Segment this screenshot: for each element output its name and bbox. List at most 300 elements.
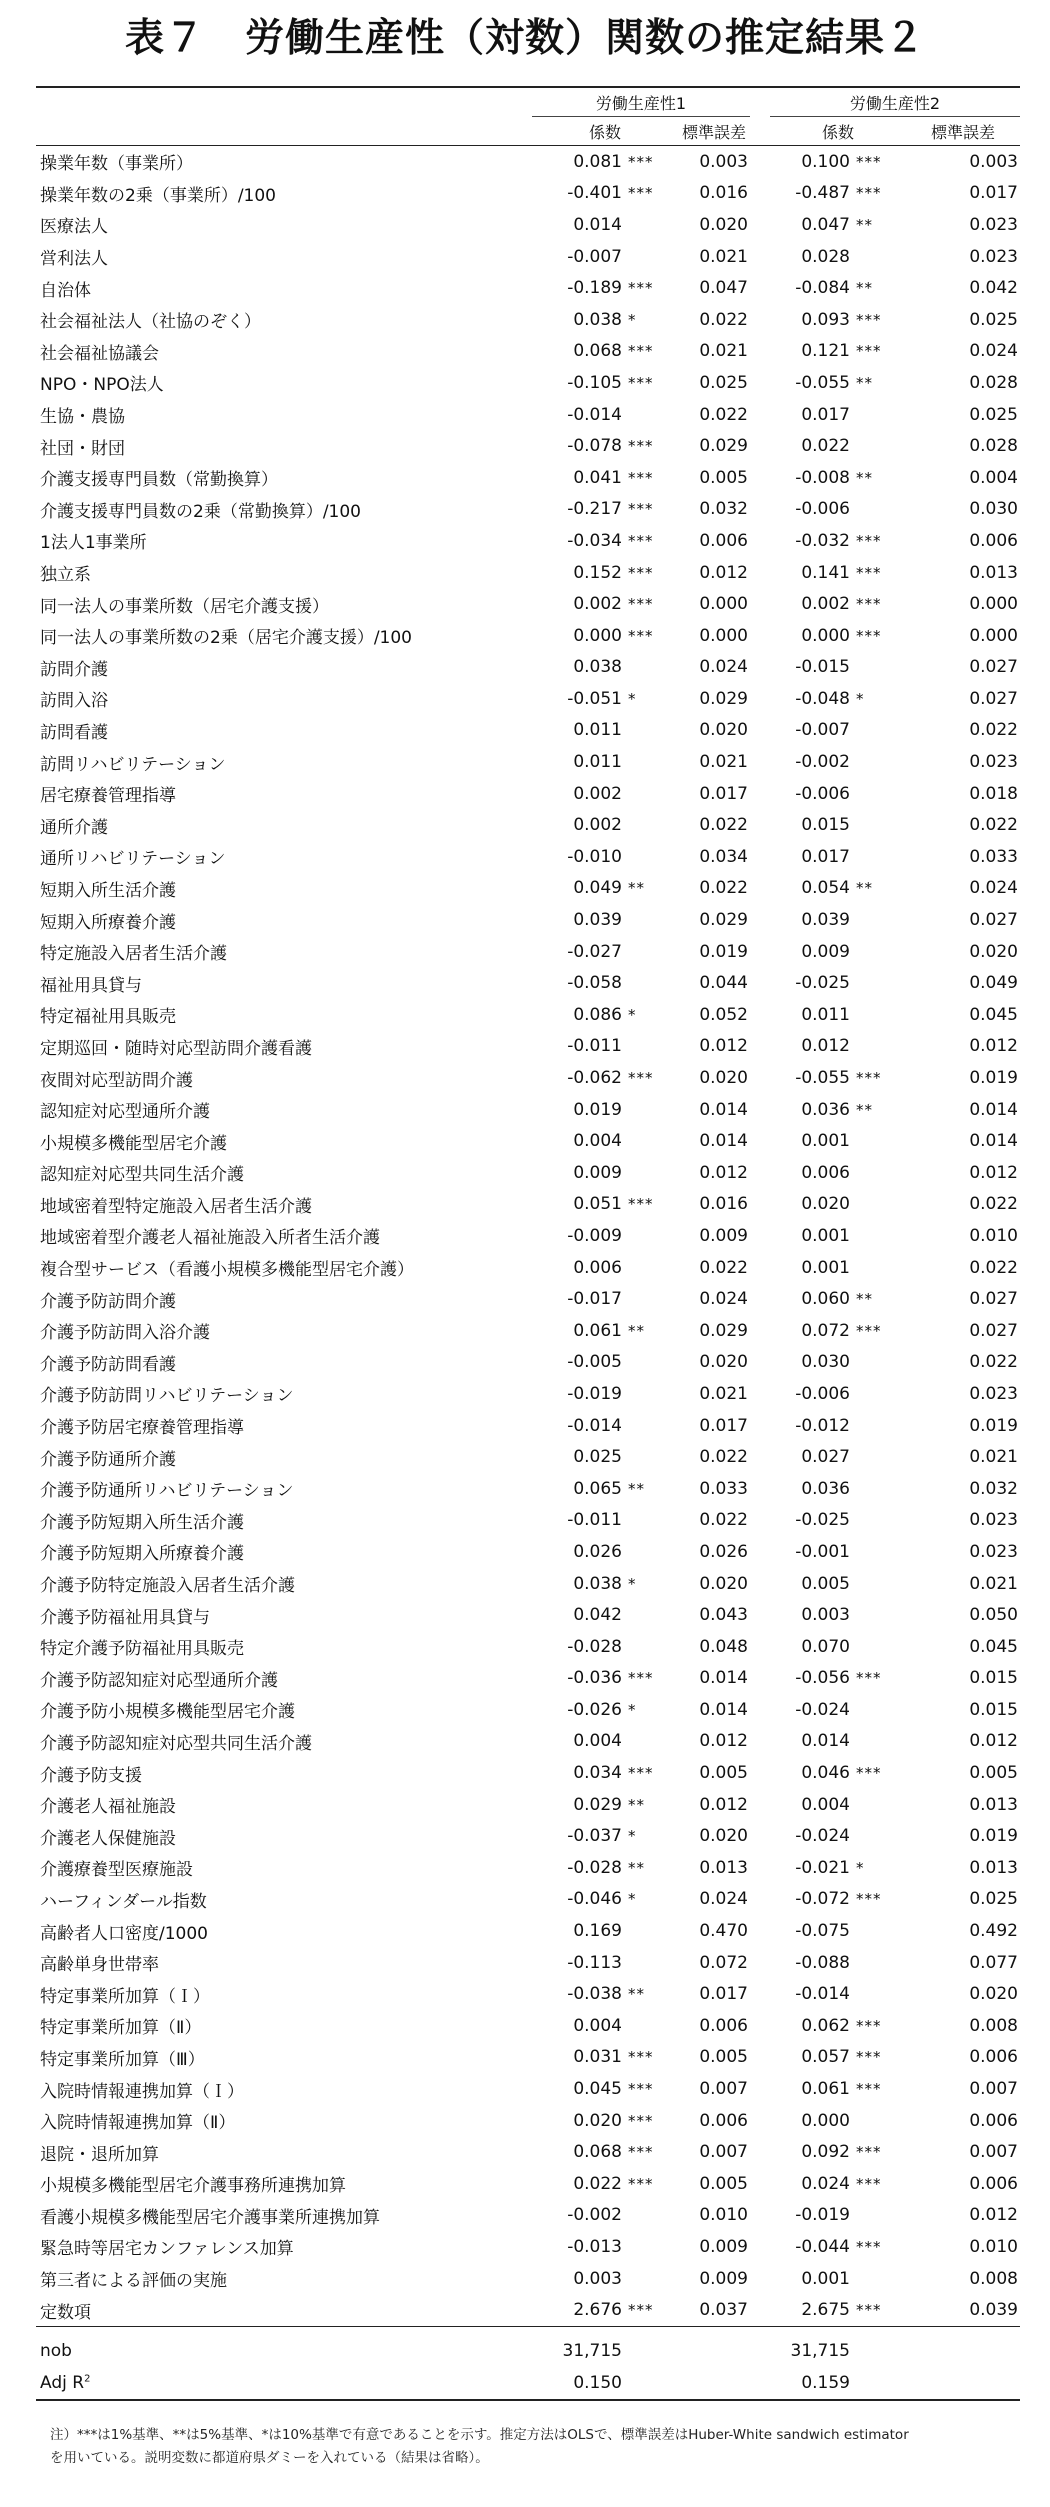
- coef-1: -0.036: [567, 1668, 622, 1689]
- variable-name: 生協・農協: [40, 407, 125, 428]
- table-row: [36, 1062, 1020, 1094]
- signif-2: [850, 715, 906, 747]
- se-2: 0.012: [969, 1731, 1018, 1752]
- signif-2: *: [856, 1858, 865, 1877]
- se-1: 0.029: [699, 1320, 748, 1341]
- signif-2: ***: [856, 1890, 882, 1909]
- coef-2: -0.014: [795, 1984, 850, 2005]
- coef-2: 0.014: [801, 1731, 850, 1752]
- table-row: [36, 1599, 1020, 1631]
- regression-table: [36, 86, 1020, 2401]
- coef-2: 0.004: [801, 1794, 850, 1815]
- se-2: 0.014: [969, 1099, 1018, 1120]
- signif-1: [622, 1631, 678, 1663]
- variable-name: 短期入所生活介護: [40, 880, 176, 901]
- table-row: [36, 967, 1020, 999]
- coef-2: 0.061: [801, 2079, 850, 2100]
- table-row: [36, 1252, 1020, 1284]
- se-2: 0.023: [969, 246, 1018, 267]
- coef-2: -0.008: [795, 467, 850, 488]
- se-1: 0.012: [699, 1731, 748, 1752]
- se-2: 0.010: [969, 2236, 1018, 2257]
- coef-2: -0.088: [795, 1952, 850, 1973]
- variable-name: 介護予防短期入所療養介護: [40, 1544, 244, 1565]
- coef-header-2: 係数: [770, 117, 906, 146]
- table-row: [36, 178, 1020, 210]
- coef-2: 0.017: [801, 404, 850, 425]
- se-1: 0.005: [699, 1763, 748, 1784]
- table-row: [36, 1631, 1020, 1663]
- signif-2: [850, 1631, 906, 1663]
- coef-2: 0.062: [801, 2015, 850, 2036]
- se-1: 0.006: [699, 2015, 748, 2036]
- coef-1: 0.002: [573, 594, 622, 615]
- variable-name: 小規模多機能型居宅介護: [40, 1133, 227, 1154]
- signif-2: [850, 1726, 906, 1758]
- se-1: 0.021: [699, 1383, 748, 1404]
- se-2: 0.019: [969, 1826, 1018, 1847]
- table-row: [36, 2231, 1020, 2263]
- coef-1: -0.027: [567, 941, 622, 962]
- table-row: [36, 2010, 1020, 2042]
- signif-1: ***: [628, 500, 654, 519]
- coef-1: 0.065: [573, 1478, 622, 1499]
- signif-2: [850, 1441, 906, 1473]
- table-body: [36, 146, 1020, 2400]
- table-row: [36, 1884, 1020, 1916]
- se-2: 0.019: [969, 1415, 1018, 1436]
- table-row: [36, 873, 1020, 905]
- signif-1: ***: [628, 2048, 654, 2067]
- variable-name: 高齢者人口密度/1000: [40, 1923, 208, 1944]
- signif-2: [850, 1978, 906, 2010]
- se-1: 0.020: [699, 1573, 748, 1594]
- signif-2: ***: [856, 1669, 882, 1688]
- signif-2: **: [856, 1100, 873, 1119]
- signif-1: **: [628, 1985, 645, 2004]
- se-1: 0.043: [699, 1605, 748, 1626]
- se-2: 0.000: [969, 594, 1018, 615]
- se-2: 0.021: [969, 1447, 1018, 1468]
- table-row: [36, 209, 1020, 241]
- se-2: 0.013: [969, 562, 1018, 583]
- coef-2: -0.072: [795, 1889, 850, 1910]
- signif-2: **: [856, 373, 873, 392]
- coef-2: -0.007: [795, 720, 850, 741]
- signif-1: ***: [628, 2143, 654, 2162]
- signif-1: ***: [628, 531, 654, 550]
- coef-2: 2.675: [801, 2300, 850, 2321]
- regression-table-container: [36, 86, 1020, 2401]
- signif-2: [850, 1157, 906, 1189]
- coef-2: -0.075: [795, 1921, 850, 1942]
- se-2: 0.049: [969, 973, 1018, 994]
- coef-2: -0.006: [795, 499, 850, 520]
- coef-1: -0.009: [567, 1225, 622, 1246]
- signif-2: ***: [856, 595, 882, 614]
- signif-2: [850, 2105, 906, 2137]
- coef-1: -0.038: [567, 1984, 622, 2005]
- table-row: [36, 2073, 1020, 2105]
- table-row: [36, 241, 1020, 273]
- coef-1: -0.051: [567, 688, 622, 709]
- signif-1: [622, 1599, 678, 1631]
- signif-2: ***: [856, 1321, 882, 1340]
- variable-name: ハーフィンダール指数: [40, 1891, 207, 1912]
- se-2: 0.004: [969, 467, 1018, 488]
- signif-1: *: [628, 1890, 637, 1909]
- signif-1: [622, 1283, 678, 1315]
- adjr2-value-2: 0.159: [770, 2367, 850, 2400]
- coef-1: -0.028: [567, 1857, 622, 1878]
- se-2: 0.012: [969, 1162, 1018, 1183]
- se-1: 0.020: [699, 1826, 748, 1847]
- se-2: 0.025: [969, 1889, 1018, 1910]
- variable-name: 自治体: [40, 280, 91, 301]
- coef-2: 0.070: [801, 1636, 850, 1657]
- variable-name: 通所介護: [40, 817, 108, 838]
- signif-2: [850, 1947, 906, 1979]
- se-2: 0.012: [969, 1036, 1018, 1057]
- coef-2: 0.093: [801, 309, 850, 330]
- coef-1: 0.049: [573, 878, 622, 899]
- se-1: 0.007: [699, 2142, 748, 2163]
- table-row: [36, 430, 1020, 462]
- coef-2: 0.017: [801, 846, 850, 867]
- se-2: 0.027: [969, 657, 1018, 678]
- signif-1: ***: [628, 2301, 654, 2320]
- signif-1: [622, 1505, 678, 1537]
- signif-1: *: [628, 1005, 637, 1024]
- coef-2: -0.025: [795, 973, 850, 994]
- nob-value-2: 31,715: [770, 2326, 850, 2367]
- coef-2: 0.002: [801, 594, 850, 615]
- table-row: [36, 1505, 1020, 1537]
- coef-1: 0.029: [573, 1794, 622, 1815]
- table-row: [36, 1347, 1020, 1379]
- variable-name: 介護支援専門員数の2乗（常勤換算）/100: [40, 501, 361, 522]
- nob-value-1: 31,715: [532, 2326, 622, 2367]
- variable-name: 看護小規模多機能型居宅介護事業所連携加算: [40, 2207, 380, 2228]
- coef-1: 0.042: [573, 1605, 622, 1626]
- table-row: [36, 2294, 1020, 2326]
- variable-name: 福祉用具貸与: [40, 975, 142, 996]
- signif-2: ***: [856, 531, 882, 550]
- coef-2: 0.121: [801, 341, 850, 362]
- se-2: 0.013: [969, 1794, 1018, 1815]
- variable-name: 通所リハビリテーション: [40, 849, 226, 870]
- signif-2: ***: [856, 2237, 882, 2256]
- table-row: [36, 1757, 1020, 1789]
- se-1: 0.012: [699, 1794, 748, 1815]
- signif-1: [622, 841, 678, 873]
- table-row: [36, 1915, 1020, 1947]
- signif-2: [850, 1536, 906, 1568]
- se-1: 0.012: [699, 1036, 748, 1057]
- coef-1: -0.062: [567, 1068, 622, 1089]
- coef-1: -0.105: [567, 372, 622, 393]
- table-row: [36, 1315, 1020, 1347]
- coef-2: -0.048: [795, 688, 850, 709]
- se-1: 0.022: [699, 309, 748, 330]
- coef-2: -0.044: [795, 2236, 850, 2257]
- signif-2: [850, 1568, 906, 1600]
- coef-2: 0.072: [801, 1320, 850, 1341]
- signif-1: ***: [628, 2174, 654, 2193]
- se-2: 0.027: [969, 688, 1018, 709]
- signif-2: ***: [856, 2048, 882, 2067]
- se-2: 0.027: [969, 910, 1018, 931]
- se-1: 0.003: [699, 151, 748, 172]
- se-1: 0.014: [699, 1699, 748, 1720]
- coef-2: -0.006: [795, 783, 850, 804]
- coef-2: -0.024: [795, 1826, 850, 1847]
- se-2: 0.025: [969, 404, 1018, 425]
- se-2: 0.027: [969, 1320, 1018, 1341]
- se-1: 0.024: [699, 1889, 748, 1910]
- se-1: 0.029: [699, 436, 748, 457]
- table-row: [36, 462, 1020, 494]
- table-row: [36, 1789, 1020, 1821]
- se-2: 0.042: [969, 278, 1018, 299]
- se-1: 0.024: [699, 657, 748, 678]
- signif-1: ***: [628, 342, 654, 361]
- signif-2: **: [856, 279, 873, 298]
- se-2: 0.013: [969, 1857, 1018, 1878]
- signif-1: [622, 2010, 678, 2042]
- variable-name: 社会福祉協議会: [40, 343, 159, 364]
- table-row: [36, 1852, 1020, 1884]
- coef-2: 0.001: [801, 2268, 850, 2289]
- signif-2: [850, 1599, 906, 1631]
- signif-1: ***: [628, 2080, 654, 2099]
- table-row: [36, 2168, 1020, 2200]
- se-2: 0.006: [969, 2047, 1018, 2068]
- coef-2: 0.054: [801, 878, 850, 899]
- variable-name: 介護予防訪問リハビリテーション: [40, 1386, 294, 1407]
- se-2: 0.028: [969, 436, 1018, 457]
- coef-2: 0.100: [801, 151, 850, 172]
- table-title: 表７ 労働生産性（対数）関数の推定結果２: [124, 16, 925, 61]
- signif-2: ***: [856, 184, 882, 203]
- coef-2: 0.057: [801, 2047, 850, 2068]
- se-1: 0.006: [699, 530, 748, 551]
- se-1: 0.044: [699, 973, 748, 994]
- signif-2: *: [856, 689, 865, 708]
- signif-2: ***: [856, 2301, 882, 2320]
- se-1: 0.022: [699, 1510, 748, 1531]
- se-1: 0.014: [699, 1131, 748, 1152]
- variable-name: 訪問介護: [40, 659, 108, 680]
- coef-1: -0.113: [567, 1952, 622, 1973]
- signif-2: [850, 967, 906, 999]
- se-1: 0.013: [699, 1857, 748, 1878]
- variable-name: 1法人1事業所: [40, 533, 147, 554]
- stat-label: nob: [36, 2326, 532, 2367]
- footnote-line-2: を用いている。説明変数に都道府県ダミーを入れている（結果は省略）。: [50, 2450, 489, 2466]
- coef-2: -0.006: [795, 1383, 850, 1404]
- se-2: 0.039: [969, 2300, 1018, 2321]
- se-1: 0.021: [699, 246, 748, 267]
- table-row: [36, 1568, 1020, 1600]
- se-2: 0.023: [969, 752, 1018, 773]
- se-2: 0.025: [969, 309, 1018, 330]
- table-row: [36, 1726, 1020, 1758]
- table-row: [36, 904, 1020, 936]
- variable-name: 地域密着型介護老人福祉施設入所者生活介護: [40, 1228, 380, 1249]
- se-1: 0.072: [699, 1952, 748, 1973]
- coef-1: 0.000: [573, 625, 622, 646]
- coef-1: 0.026: [573, 1541, 622, 1562]
- signif-1: ***: [628, 468, 654, 487]
- se-2: 0.014: [969, 1131, 1018, 1152]
- signif-2: [850, 1505, 906, 1537]
- signif-1: [622, 746, 678, 778]
- table-row: [36, 1978, 1020, 2010]
- variable-name: 特定介護予防福祉用具販売: [40, 1639, 244, 1660]
- signif-2: [850, 1915, 906, 1947]
- variable-name: 介護予防訪問介護: [40, 1291, 176, 1312]
- coef-1: -0.011: [567, 1510, 622, 1531]
- coef-1: 0.003: [573, 2268, 622, 2289]
- table-row: [36, 2136, 1020, 2168]
- variable-name: 介護支援専門員数（常勤換算）: [40, 470, 278, 491]
- variable-name: 定期巡回・随時対応型訪問介護看護: [40, 1038, 312, 1059]
- se-1: 0.052: [699, 1004, 748, 1025]
- signif-2: [850, 778, 906, 810]
- signif-1: ***: [628, 184, 654, 203]
- se-2: 0.008: [969, 2268, 1018, 2289]
- variable-name: 退院・退所加算: [40, 2144, 159, 2165]
- se-2: 0.017: [969, 183, 1018, 204]
- signif-2: [850, 841, 906, 873]
- table-row: [36, 146, 1020, 178]
- variable-name: 特定事業所加算（Ｉ）: [40, 1986, 210, 2007]
- signif-1: ***: [628, 373, 654, 392]
- coef-2: -0.025: [795, 1510, 850, 1531]
- se-2: 0.024: [969, 341, 1018, 362]
- coef-1: -0.046: [567, 1889, 622, 1910]
- coef-1: 0.061: [573, 1320, 622, 1341]
- signif-1: ***: [628, 1069, 654, 1088]
- signif-1: ***: [628, 152, 654, 171]
- coef-1: 0.152: [573, 562, 622, 583]
- table-row: [36, 2042, 1020, 2074]
- se-2: 0.015: [969, 1668, 1018, 1689]
- coef-2: -0.055: [795, 1068, 850, 1089]
- variable-name: 同一法人の事業所数（居宅介護支援）: [40, 596, 329, 617]
- se-2: 0.045: [969, 1636, 1018, 1657]
- variable-name: 認知症対応型共同生活介護: [40, 1165, 244, 1186]
- se-1: 0.037: [699, 2300, 748, 2321]
- variable-name: 社団・財団: [40, 438, 125, 459]
- signif-1: *: [628, 689, 637, 708]
- se-1: 0.005: [699, 2047, 748, 2068]
- signif-2: **: [856, 468, 873, 487]
- variable-name: 夜間対応型訪問介護: [40, 1070, 193, 1091]
- signif-2: [850, 241, 906, 273]
- coef-1: -0.019: [567, 1383, 622, 1404]
- coef-1: 0.020: [573, 2110, 622, 2131]
- stat-label: Adj $R^2$: [36, 2367, 532, 2400]
- signif-1: [622, 241, 678, 273]
- coef-1: 0.011: [573, 752, 622, 773]
- signif-1: ***: [628, 437, 654, 456]
- signif-2: ***: [856, 342, 882, 361]
- se-1: 0.014: [699, 1668, 748, 1689]
- se-1: 0.014: [699, 1099, 748, 1120]
- coef-1: 0.038: [573, 1573, 622, 1594]
- signif-2: [850, 904, 906, 936]
- table-row: [36, 1094, 1020, 1126]
- se-2: 0.006: [969, 530, 1018, 551]
- se-1: 0.017: [699, 783, 748, 804]
- se-1: 0.022: [699, 1447, 748, 1468]
- coef-1: 0.068: [573, 341, 622, 362]
- signif-1: ***: [628, 626, 654, 645]
- signif-2: [850, 999, 906, 1031]
- coef-1: 0.004: [573, 2015, 622, 2036]
- se-1: 0.020: [699, 1352, 748, 1373]
- signif-1: [622, 652, 678, 684]
- coef-1: -0.007: [567, 246, 622, 267]
- variable-name: 介護予防訪問入浴介護: [40, 1323, 210, 1344]
- variable-name: 介護予防居宅療養管理指導: [40, 1418, 244, 1439]
- table-row: [36, 494, 1020, 526]
- table-row: [36, 399, 1020, 431]
- table-row: [36, 620, 1020, 652]
- variable-name: 入院時情報連携加算（Ⅱ）: [40, 2113, 236, 2134]
- variable-name: 介護予防通所リハビリテーション: [40, 1481, 294, 1502]
- se-2: 0.005: [969, 1763, 1018, 1784]
- signif-2: ***: [856, 626, 882, 645]
- se-1: 0.047: [699, 278, 748, 299]
- table-row: [36, 2105, 1020, 2137]
- coef-2: -0.015: [795, 657, 850, 678]
- signif-1: ***: [628, 563, 654, 582]
- table-row: [36, 746, 1020, 778]
- coef-1: -0.010: [567, 846, 622, 867]
- signif-2: [850, 1252, 906, 1284]
- se-1: 0.020: [699, 214, 748, 235]
- table-row: [36, 715, 1020, 747]
- se-1: 0.017: [699, 1415, 748, 1436]
- table-row: [36, 2263, 1020, 2295]
- signif-2: [850, 2200, 906, 2232]
- variable-name: 介護予防訪問看護: [40, 1354, 176, 1375]
- coef-1: 0.031: [573, 2047, 622, 2068]
- coef-1: -0.401: [567, 183, 622, 204]
- signif-1: **: [628, 1795, 645, 1814]
- coef-2: 0.036: [801, 1099, 850, 1120]
- coef-2: 0.000: [801, 2110, 850, 2131]
- coef-1: 0.169: [573, 1921, 622, 1942]
- variable-name: 短期入所療養介護: [40, 912, 176, 933]
- coef-2: 0.009: [801, 941, 850, 962]
- se-2: 0.010: [969, 1225, 1018, 1246]
- coef-1: 0.051: [573, 1194, 622, 1215]
- table-row: [36, 1031, 1020, 1063]
- coef-2: 0.036: [801, 1478, 850, 1499]
- coef-1: -0.026: [567, 1699, 622, 1720]
- se-1: 0.012: [699, 1162, 748, 1183]
- signif-1: [622, 2231, 678, 2263]
- signif-1: [622, 1947, 678, 1979]
- coef-2: 0.001: [801, 1131, 850, 1152]
- signif-1: [622, 904, 678, 936]
- coef-1: 0.038: [573, 657, 622, 678]
- se-2: 0.028: [969, 372, 1018, 393]
